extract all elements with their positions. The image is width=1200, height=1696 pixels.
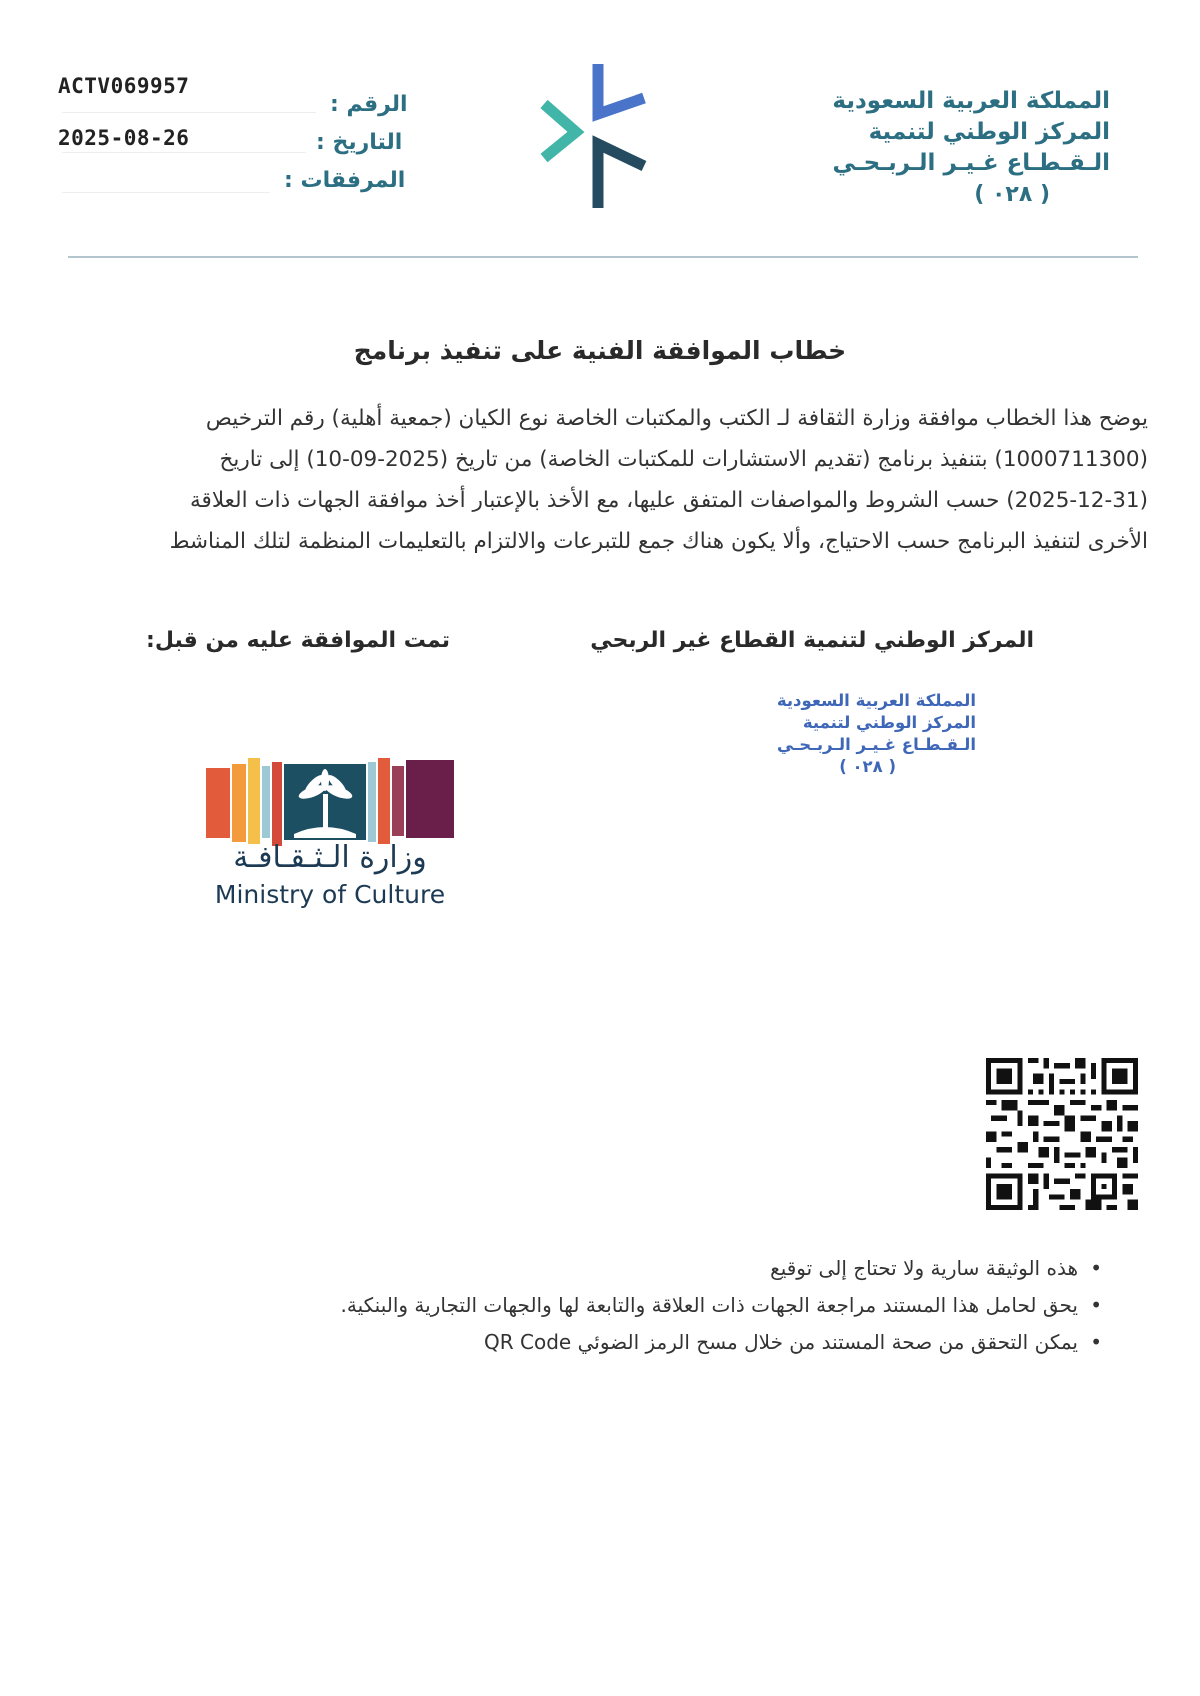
reference-number: ACTV069957 — [58, 74, 190, 98]
stamp-number: ( ٠٢٨ ) — [839, 757, 896, 776]
logo-bar — [368, 762, 376, 842]
footer-notes — [202, 1250, 1102, 1361]
note-text: يمكن التحقق من صحة المستند من خلال مسح الرمز الضوئي QR Code — [484, 1330, 1078, 1354]
body-line: الأخرى لتنفيذ البرنامج حسب الاحتياج، وألا يكون هناك جمع للتبرعات والالتزام بالتعليمات المنظمة لتلك المناشط — [169, 529, 1148, 554]
note-item — [202, 1287, 1102, 1324]
logo-bar — [406, 760, 454, 838]
logo-bar — [248, 758, 260, 844]
org-stamp — [768, 690, 976, 778]
note-text: هذه الوثيقة سارية ولا تحتاج إلى توقيع — [770, 1256, 1078, 1280]
ministry-name-english: Ministry of Culture — [214, 880, 446, 909]
body-paragraph — [58, 398, 1148, 562]
body-line: (2025-12-31) حسب الشروط والمواصفات المتفق عليها، مع الأخذ بالإعتبار أخذ موافقة الجهات ذات العلاقة — [190, 488, 1148, 513]
stamp-line: الـقـطـاع غـيـر الـربـحـي — [776, 735, 976, 754]
date-underline — [62, 152, 306, 153]
qr-code-icon[interactable] — [986, 1058, 1138, 1210]
bullet-icon: • — [1090, 1330, 1102, 1354]
logo-bar — [392, 766, 404, 836]
note-text: يحق لحامل هذا المستند مراجعة الجهات ذات العلاقة والتابعة لها والجهات التجارية والبنكية. — [340, 1293, 1078, 1317]
ministry-name-arabic: وزارة الـثـقـافـة — [233, 840, 427, 875]
body-line: يوضح هذا الخطاب موافقة وزارة الثقافة لـ الكتب والمكتبات الخاصة نوع الكيان (جمعية أهلية) رقم الترخيص — [205, 406, 1148, 431]
logo-blue-stroke — [598, 64, 644, 114]
org-name-line: المملكة العربية السعودية — [832, 88, 1110, 114]
org-name-line: المركز الوطني لتنمية — [868, 119, 1110, 145]
header-divider — [68, 256, 1138, 258]
logo-bar — [206, 768, 230, 838]
attachments-underline — [62, 192, 270, 193]
logo-bar — [272, 762, 282, 846]
reference-label: الرقم : — [330, 92, 408, 117]
reference-underline — [62, 112, 316, 113]
logo-bar — [232, 764, 246, 842]
date-label: التاريخ : — [316, 130, 403, 155]
approved-by-heading: تمت الموافقة عليه من قبل: — [146, 628, 450, 653]
bullet-icon: • — [1090, 1293, 1102, 1317]
document-title: خطاب الموافقة الفنية على تنفيذ برنامج — [353, 336, 847, 365]
attachments-label: المرفقات : — [284, 168, 406, 193]
stamp-line: المملكة العربية السعودية — [776, 691, 976, 710]
date-value: 2025-08-26 — [58, 126, 190, 150]
note-item — [202, 1324, 1102, 1361]
org-name-line: الـقـطـاع غـيـر الـربـحـي — [832, 150, 1110, 176]
center-signature-heading: المركز الوطني لتنمية القطاع غير الربحي — [590, 628, 1034, 653]
logo-green-stroke — [544, 104, 576, 158]
center-logo — [538, 58, 656, 214]
body-line: (1000711300) بتنفيذ برنامج (تقديم الاستشارات للمكتبات الخاصة) من تاريخ (2025-09-10) إلى تاريخ — [219, 447, 1148, 472]
note-item — [202, 1250, 1102, 1287]
logo-bar — [378, 758, 390, 844]
logo-navy-stroke — [598, 144, 644, 208]
org-name-block — [780, 86, 1110, 210]
stamp-line: المركز الوطني لتنمية — [802, 713, 976, 732]
logo-bar — [262, 766, 270, 838]
org-number: ( ٠٢٨ ) — [974, 182, 1050, 207]
bullet-icon: • — [1090, 1256, 1102, 1280]
